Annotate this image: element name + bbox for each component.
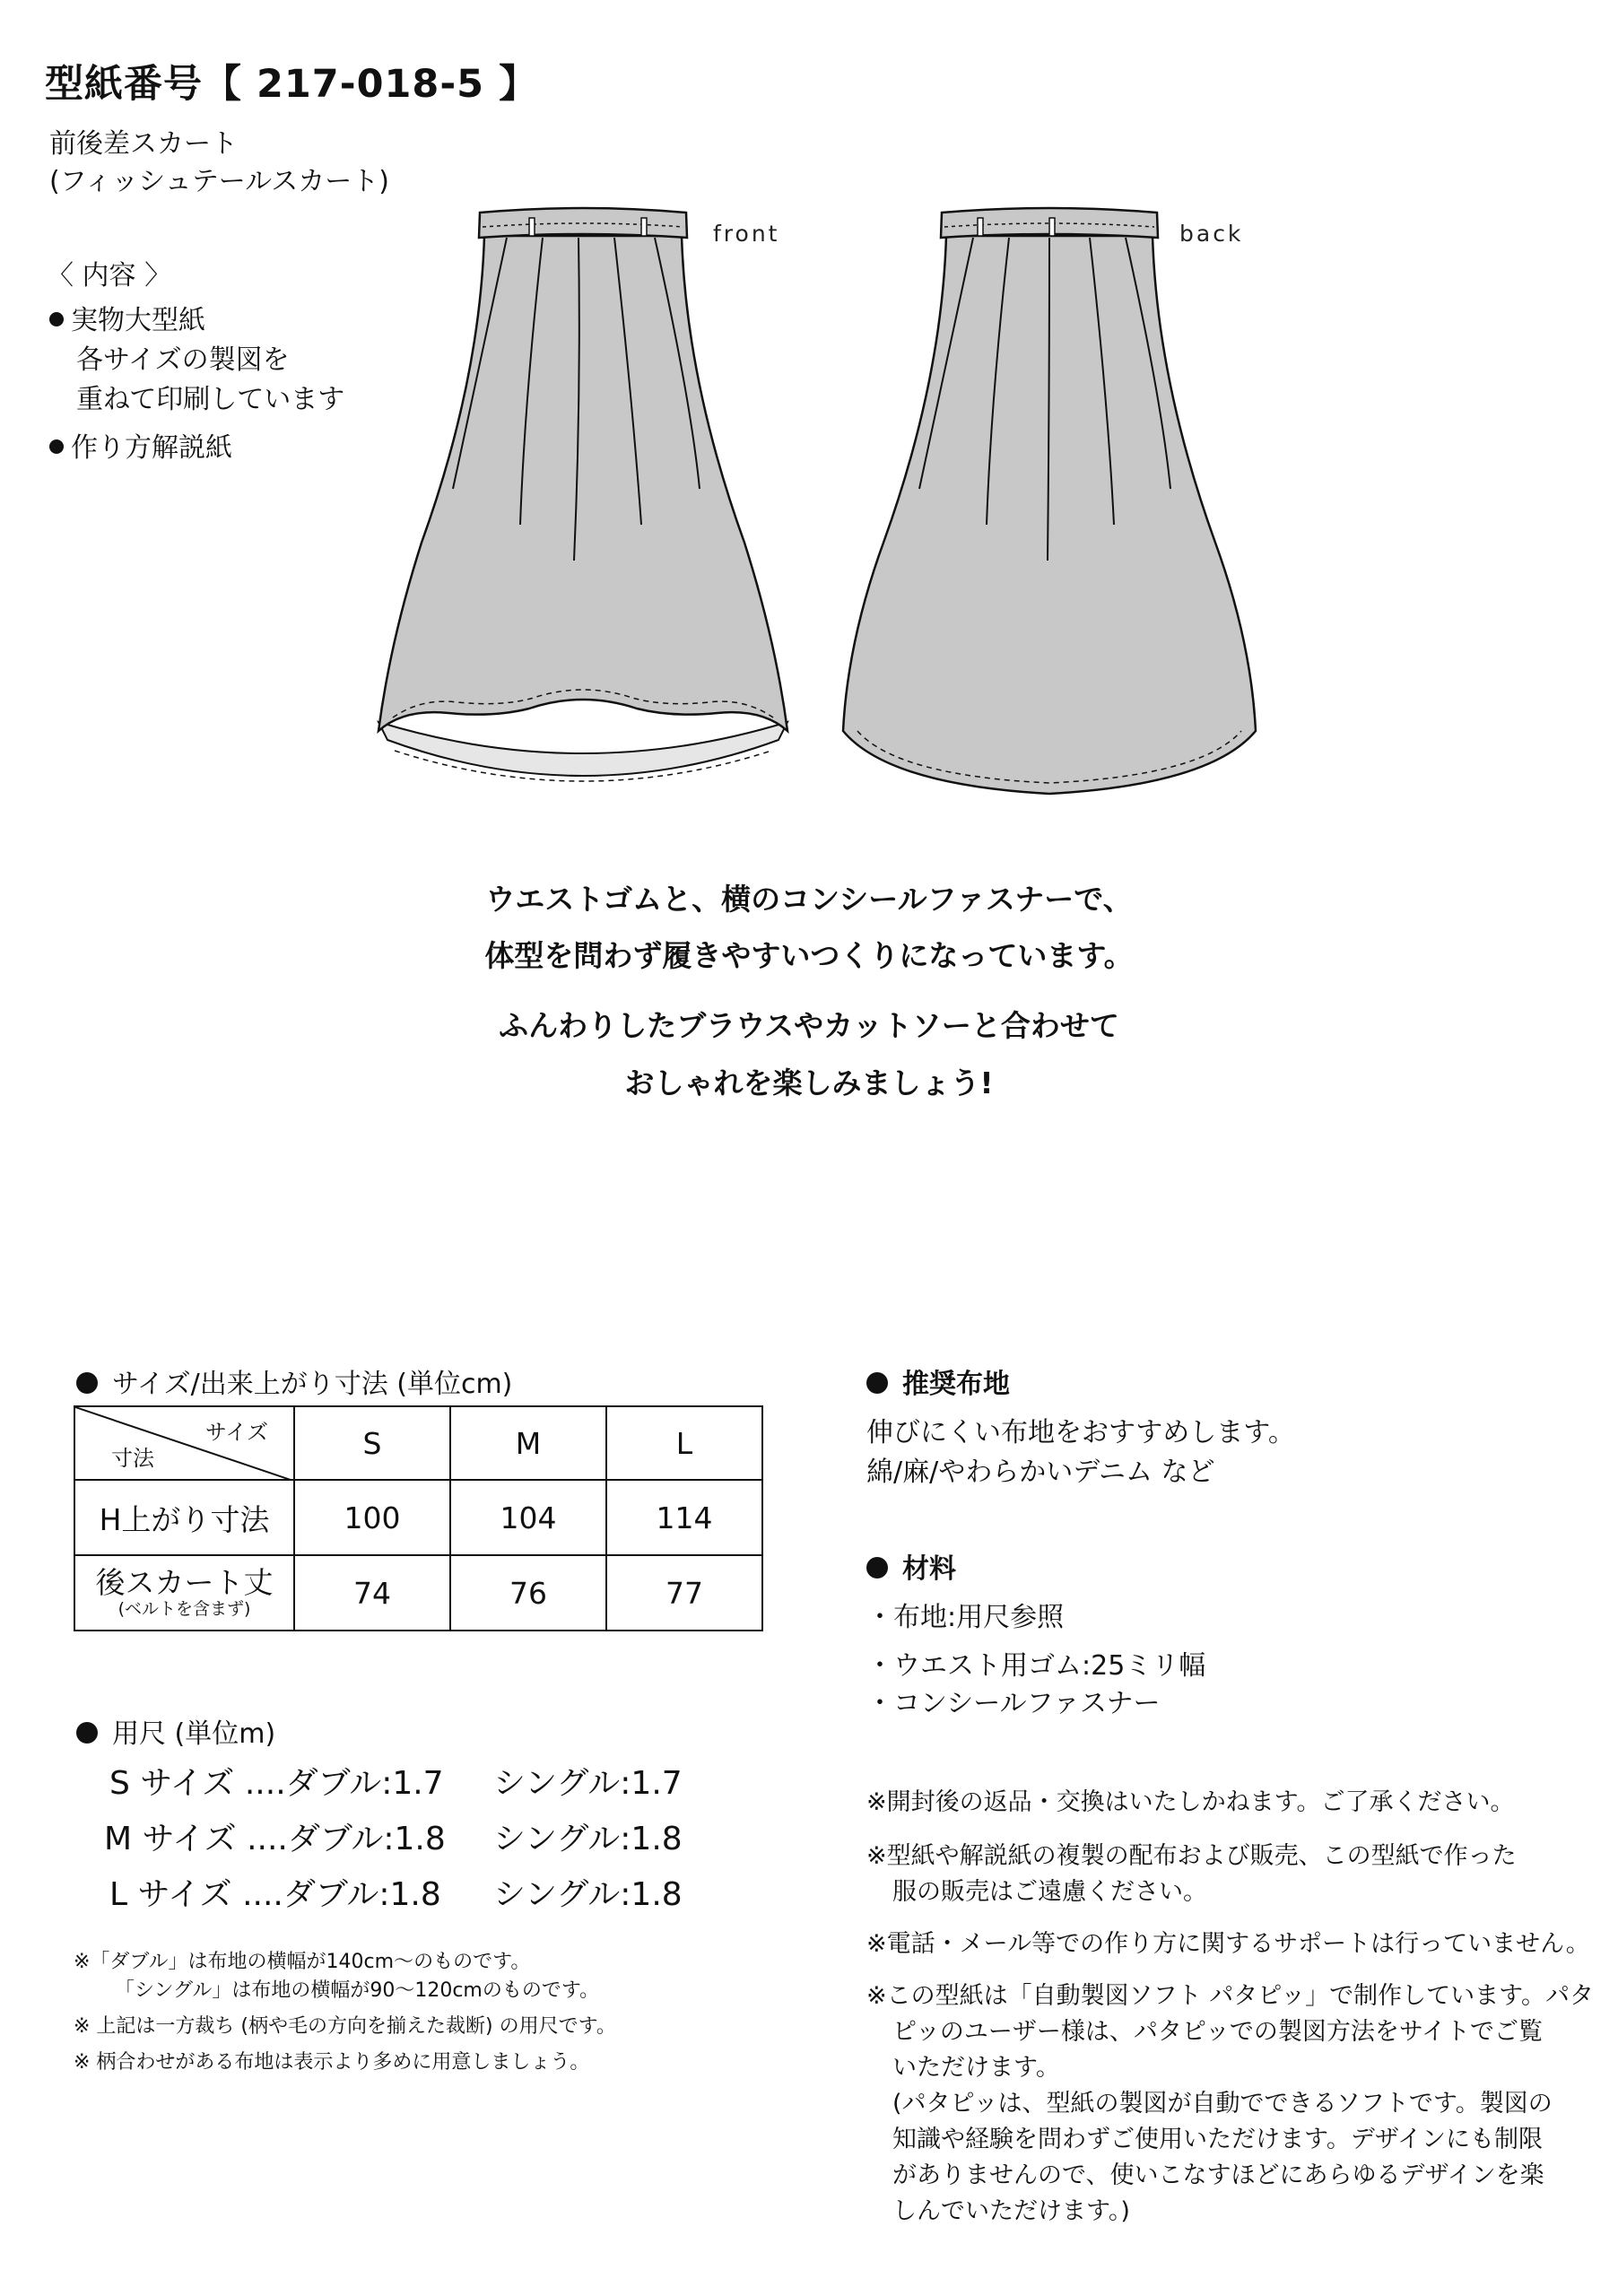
material-item: ・ウエスト用ゴム:25ミリ幅 bbox=[866, 1650, 1206, 1682]
notice-software: がありませんので、使いこなすほどにあらゆるデザインを楽 bbox=[892, 2161, 1544, 2189]
yardage-note: ※「ダブル」は布地の横幅が140cm〜のものです。 bbox=[74, 1951, 531, 1973]
material-item: ・コンシールファスナー bbox=[866, 1688, 1161, 1719]
table-cell: 100 bbox=[294, 1480, 450, 1555]
bullet-icon bbox=[76, 1372, 98, 1394]
notice-software: ピッのユーザー様は、パタピッでの製図方法をサイトでご覧 bbox=[892, 2018, 1543, 2046]
contents-item-instructions: 作り方解説紙 bbox=[49, 429, 232, 468]
yardage-row: S サイズ ....ダブル:1.7 bbox=[109, 1765, 444, 1802]
notice-copyright: ※型紙や解説紙の複製の配布および販売、この型紙で作った bbox=[866, 1842, 1517, 1870]
contents-item-pattern: 実物大型紙 bbox=[49, 301, 205, 341]
catchcopy-line: ふんわりしたブラウスやカットソーと合わせて bbox=[499, 1008, 1119, 1043]
size-table-corner bbox=[74, 1406, 294, 1480]
notice-software: いただけます。 bbox=[892, 2054, 1060, 2082]
product-name: 前後差スカート bbox=[49, 128, 238, 160]
notice-software: しんでいただけます。) bbox=[892, 2197, 1130, 2225]
yardage-row-single: シングル:1.8 bbox=[493, 1876, 683, 1913]
row-label-hip: H上がり寸法 bbox=[74, 1480, 294, 1555]
table-cell: 76 bbox=[450, 1555, 606, 1631]
contents-item-pattern-desc: 各サイズの製図を bbox=[76, 344, 290, 376]
contents-heading: 〈 内容 〉 bbox=[47, 260, 172, 291]
back-view-label: back bbox=[1179, 221, 1244, 247]
yardage-row-single: シングル:1.7 bbox=[493, 1765, 683, 1802]
catchcopy-line: おしゃれを楽しみましょう! bbox=[624, 1065, 994, 1100]
pattern-number-title: 型紙番号【 217-018-5 】 bbox=[45, 62, 539, 107]
column-header-s: S bbox=[294, 1406, 450, 1480]
front-skirt-illustration bbox=[368, 202, 798, 812]
bullet-icon bbox=[49, 439, 64, 454]
bullet-icon bbox=[49, 312, 64, 326]
notice-returns: ※開封後の返品・交換はいたしかねます。ご了承ください。 bbox=[866, 1788, 1515, 1816]
bullet-icon bbox=[866, 1557, 888, 1578]
catchcopy-line: 体型を問わず履きやすいつくりになっています。 bbox=[484, 938, 1134, 973]
notice-copyright: 服の販売はご遠慮ください。 bbox=[892, 1878, 1207, 1906]
size-table-heading: サイズ/出来上がり寸法 (単位cm) bbox=[76, 1361, 512, 1401]
column-header-m: M bbox=[450, 1406, 606, 1480]
row-label-length: 後スカート丈 (ベルトを含まず) bbox=[74, 1555, 294, 1631]
yardage-note: ※ 柄合わせがある布地は表示より多めに用意しましょう。 bbox=[74, 2051, 590, 2074]
material-item: ・布地:用尺参照 bbox=[866, 1602, 1065, 1633]
notice-support: ※電話・メール等での作り方に関するサポートは行っていません。 bbox=[866, 1930, 1590, 1958]
contents-item-pattern-desc: 重ねて印刷しています bbox=[76, 384, 345, 415]
column-header-l: L bbox=[606, 1406, 762, 1480]
fabric-examples: 綿/麻/やわらかいデニム など bbox=[866, 1457, 1215, 1488]
yardage-row: L サイズ ....ダブル:1.8 bbox=[109, 1876, 441, 1913]
front-view-label: front bbox=[713, 221, 780, 247]
notice-software: 知識や経験を問わずご使用いただけます。デザインにも制限 bbox=[892, 2126, 1543, 2153]
materials-heading: 材料 bbox=[866, 1546, 956, 1586]
yardage-heading: 用尺 (単位m) bbox=[76, 1711, 275, 1751]
table-cell: 74 bbox=[294, 1555, 450, 1631]
catchcopy-line: ウエストゴムと、横のコンシールファスナーで、 bbox=[485, 882, 1133, 917]
yardage-note: ※ 上記は一方裁ち (柄や毛の方向を揃えた裁断) の用尺です。 bbox=[74, 2015, 616, 2038]
corner-label-size: サイズ bbox=[204, 1420, 268, 1445]
fabric-heading: 推奨布地 bbox=[866, 1361, 1010, 1401]
table-cell: 77 bbox=[606, 1555, 762, 1631]
notice-software: (パタピッは、型紙の製図が自動でできるソフトです。製図の bbox=[892, 2090, 1553, 2118]
notice-software: ※この型紙は「自動製図ソフト パタピッ」で制作しています。パタ bbox=[866, 1982, 1594, 2010]
size-table bbox=[74, 1405, 763, 1631]
yardage-row: M サイズ ....ダブル:1.8 bbox=[104, 1821, 446, 1857]
corner-label-measurement: 寸法 bbox=[111, 1446, 154, 1471]
table-cell: 104 bbox=[450, 1480, 606, 1555]
product-alt-name: (フィッシュテールスカート) bbox=[49, 166, 389, 197]
bullet-icon bbox=[76, 1722, 98, 1744]
fabric-description: 伸びにくい布地をおすすめします。 bbox=[866, 1417, 1295, 1448]
back-skirt-illustration bbox=[834, 202, 1265, 812]
yardage-row-single: シングル:1.8 bbox=[493, 1821, 683, 1857]
table-cell: 114 bbox=[606, 1480, 762, 1555]
bullet-icon bbox=[866, 1372, 888, 1394]
yardage-note: 「シングル」は布地の横幅が90〜120cmのものです。 bbox=[115, 1979, 600, 2002]
